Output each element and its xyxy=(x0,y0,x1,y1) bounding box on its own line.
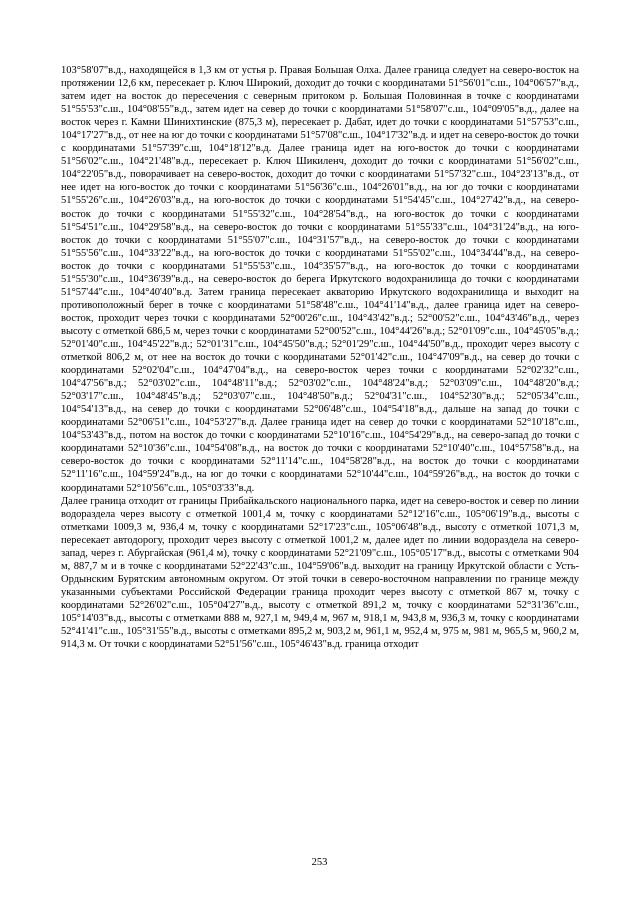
paragraph-boundary-description-2: Далее граница отходит от границы Прибайкальского национального парка, идет на северо-восток и север по линии водораздела через высоту с отметкой 1001,4 м, точку с координатами 52°12'16"с.ш., 105°06'19"в.д., высоты с отметками 1009,3 м, 936,4 м, точку с координатами 52°17'23"с.ш., 105°06'48"в.д., высоту с отметкой 1071,3 м, пересекает автодорогу, проходит через высоту с отметкой 1001,2 м, далее идет по линии водораздела на северо-запад, через г. Абургайская (961,4 м), точку с координатами 52°21'09"с.ш., 105°05'17"в.д., высоты с отметками 904 м, 887,7 м и в точке с координатами 52°22'43"с.ш., 104°59'06"в.д. выходит на границу Иркутской области с Усть-Ордынским Бурятским автономным округом. От этой точки в северо-восточном направлении по границе между указанными субъектами Российской Федерации граница проходит через высоту с отметкой 867 м, точку с координатами 52°26'02"с.ш., 105°04'27"в.д., высоту с отметкой 891,2 м, точку с координатами 52°31'36"с.ш., 105°14'03"в.д., высоты с отметками 888 м, 927,1 м, 949,4 м, 967 м, 918,1 м, 943,8 м, 936,3 м, точку с координатами 52°41'41"с.ш., 105°31'55"в.д., высоты с отметками 895,2 м, 903,2 м, 961,1 м, 952,4 м, 975 м, 981 м, 965,5 м, 960,2 м, 914,3 м. От точки с координатами 52°51'56"с.ш., 105°46'43"в.д. граница отходит xyxy=(61,495,579,651)
page-body xyxy=(61,64,579,651)
page-number: 253 xyxy=(311,857,328,868)
paragraph-boundary-description-1: 103°58'07"в.д., находящейся в 1,3 км от устья р. Правая Большая Олха. Далее граница следует на северо-восток на протяжении 12,6 км, пересекает р. Ключ Широкий, доходит до точки с координатами 51°56'01"с.ш., 104°06'57"в.д., затем идет на восток до пересечения с северным притоком р. Большая Половинная в точке с координатами 51°55'53"с.ш., 104°08'55"в.д., затем идет на север до точки с координатами 51°58'07"с.ш., 104°09'05"в.д., далее на восток через г. Камни Шинихтинские (875,3 м), пересекает р. Дабат, идет до точки с координатами 51°57'53"с.ш., 104°17'27"в.д., от нее на юг до точки с координатами 51°57'08"с.ш., 104°17'32"в.д. и идет на северо-восток до точки с координатами 51°57'39"с.ш, 104°18'12"в.д. Далее граница идет на юго-восток до точки с координатами 51°56'02"с.ш., 104°21'48"в.д., пересекает р. Ключ Шикиленч, доходит до точки с координатами 51°56'02"с.ш., 104°22'05"в.д., поворачивает на северо-восток, доходит до точки с координатами 51°57'32"с.ш., 104°23'13"в.д., от нее идет на юго-восток до точки с координатами 51°56'36"с.ш., 104°26'01"в.д., на юг до точки с координатами 51°55'26"с.ш., 104°26'03"в.д., на юго-восток до точки с координатами 51°54'45"с.ш., 104°27'42"в.д., на северо-восток до точки с координатами 51°55'32"с.ш., 104°28'54"в.д., на юго-восток до точки с координатами 51°54'51"с.ш., 104°29'58"в.д., на северо-восток до точки с координатами 51°55'33"с.ш., 104°31'24"в.д., на юго-восток до точки с координатами 51°55'07"с.ш., 104°31'57"в.д., на северо-восток до точки с координатами 51°55'56"с.ш., 104°33'22"в.д., на юго-восток до точки с координатами 51°55'02"с.ш., 104°34'44"в.д., на северо-восток до точки с координатами 51°55'53"с.ш., 104°35'57"в.д., на юго-восток до точки с координатами 51°55'30"с.ш., 104°36'39"в.д., на северо-восток до берега Иркутского водохранилища до точки с координатами 51°57'44"с.ш., 104°40'40"в.д. Затем граница пересекает акваторию Иркутского водохранилища и выходит на противоположный берег в точке с координатами 51°58'48"с.ш., 104°41'14"в.д., далее граница идет на северо-восток, проходит через точки с координатами 52°00'26"с.ш., 104°43'42"в.д.; 52°00'52"с.ш., 104°43'46"в.д., через высоту с отметкой 686,5 м, через точки с координатами 52°00'52"с.ш., 104°44'26"в.д.; 52°01'09"с.ш., 104°45'05"в.д.; 52°01'40"с.ш., 104°45'22"в.д.; 52°01'31"с.ш., 104°45'50"в.д.; 52°01'29"с.ш., 104°44'50"в.д., проходит через высоту с отметкой 806,2 м, от нее на восток до точки с координатами 52°01'42"с.ш., 104°47'09"в.д., на север до точки с координатами 52°02'04"с.ш., 104°47'04"в.д., на северо-восток через точки с координатами 52°02'32"с.ш., 104°47'56"в.д.; 52°03'02"с.ш., 104°48'11"в.д.; 52°03'02"с.ш., 104°48'24"в.д.; 52°03'09"с.ш., 104°48'20"в.д.; 52°03'17"с.ш., 104°48'45"в.д.; 52°03'07"с.ш., 104°48'50"в.д.; 52°04'31"с.ш., 104°52'30"в.д.; 52°05'34"с.ш., 104°54'13"в.д., на север до точки с координатами 52°06'48"с.ш., 104°54'18"в.д., дальше на запад до точки с координатами 52°06'51"с.ш., 104°53'27"в.д. Далее граница идет на север до точки с координатами 52°10'18"с.ш., 104°53'43"в.д., потом на восток до точки с координатами 52°10'16"с.ш., 104°54'29"в.д., на северо-запад до точки с координатами 52°10'36"с.ш., 104°54'08"в.д., на восток до точки с координатами 52°10'40"с.ш., 104°57'58"в.д., на северо-восток до точки с координатами 52°11'14"с.ш., 104°58'28"в.д., на восток до точки с координатами 52°11'16"с.ш., 104°59'24"в.д., на юг до точки с координатами 52°10'44"с.ш., 104°59'26"в.д., на восток до точки с координатами 52°10'56"с.ш., 105°03'33"в.д. xyxy=(61,65,580,494)
